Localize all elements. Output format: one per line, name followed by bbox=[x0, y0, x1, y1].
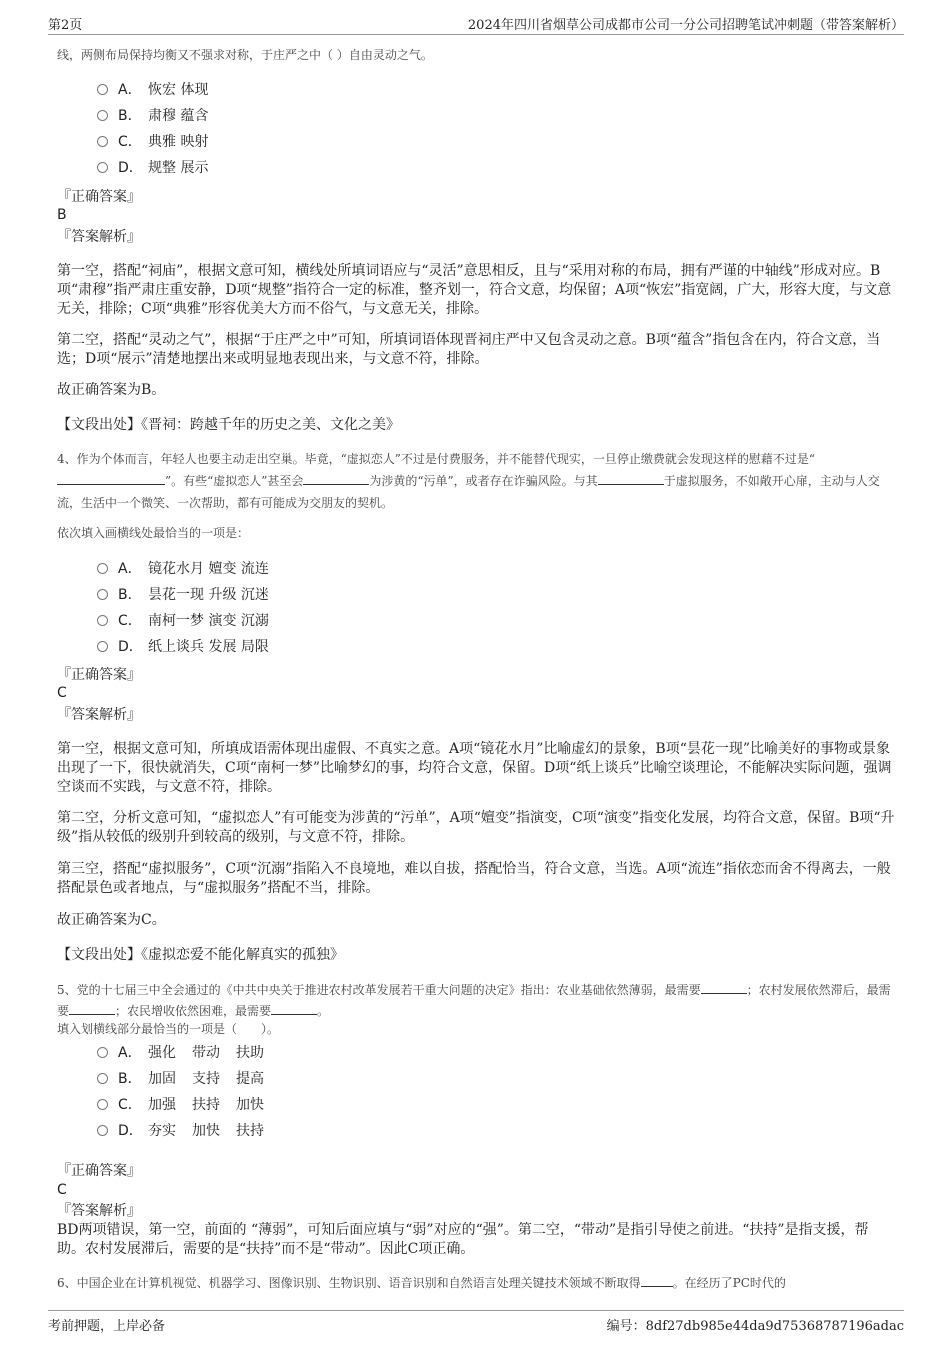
q6-stem: 6、中国企业在计算机视觉、机器学习、图像识别、生物识别、语音识别和自然语言处理关键技术领域不断取得 。在经历了PC时代的 bbox=[57, 1276, 786, 1290]
q4-option-c[interactable]: C． 南柯一梦 演变 沉溺 bbox=[97, 612, 269, 630]
q4-answer: C bbox=[57, 685, 67, 701]
q3-source: 【文段出处】《晋祠：跨越千年的历史之美、文化之美》 bbox=[57, 417, 400, 433]
blank-line bbox=[641, 1274, 673, 1287]
q3-option-a[interactable]: A． 恢宏 体现 bbox=[97, 81, 208, 99]
q5-correct-label: 『正确答案』 bbox=[57, 1163, 141, 1179]
page-header bbox=[48, 14, 904, 35]
q4-correct-label: 『正确答案』 bbox=[57, 667, 141, 683]
blank-line bbox=[303, 472, 369, 485]
q3-analysis-label: 『答案解析』 bbox=[57, 229, 141, 245]
q5-stem: 5、党的十七届三中全会通过的《中共中央关于推进农村改革发展若干重大问题的决定》指出：农业基础依然薄弱，最需要 ；农村发展依然滞后，最需要 ；农民增收依然困难，最需要 。 bbox=[57, 983, 891, 1018]
q5-option-b[interactable]: B． 加固 支持 提高 bbox=[97, 1070, 264, 1088]
q5-prompt: 填入划横线部分最恰当的一项是（ ）。 bbox=[57, 1022, 280, 1036]
q5-answer: C bbox=[57, 1182, 67, 1198]
q5-option-d[interactable]: D． 夯实 加快 扶持 bbox=[97, 1122, 264, 1140]
blank-line bbox=[69, 1002, 115, 1015]
radio-icon[interactable] bbox=[97, 641, 108, 652]
q3-analysis-2: 第二空，搭配“灵动之气”，根据“于庄严之中”可知，所填词语体现晋祠庄严中又包含灵动之意。B项“蕴含”指包含在内，符合文意，当选；D项“展示”清楚地摆出来或明显地表现出来，与文意不符，排除。 bbox=[57, 332, 881, 367]
q3-answer: B bbox=[57, 207, 67, 223]
radio-icon[interactable] bbox=[97, 110, 108, 121]
q4-option-a[interactable]: A． 镜花水月 嬗变 流连 bbox=[97, 560, 269, 578]
blank-line bbox=[598, 472, 664, 485]
radio-icon[interactable] bbox=[97, 136, 108, 147]
radio-icon[interactable] bbox=[97, 615, 108, 626]
q5-option-a[interactable]: A． 强化 带动 扶助 bbox=[97, 1044, 264, 1062]
radio-icon[interactable] bbox=[97, 1125, 108, 1136]
q4-option-b[interactable]: B． 昙花一现 升级 沉迷 bbox=[97, 586, 269, 604]
radio-icon[interactable] bbox=[97, 162, 108, 173]
q5-analysis-label: 『答案解析』 bbox=[57, 1203, 141, 1219]
blank-line bbox=[57, 472, 165, 485]
document-id: 编号：8df27db985e44da9d75368787196adac bbox=[606, 1319, 904, 1334]
radio-icon[interactable] bbox=[97, 589, 108, 600]
q3-option-c[interactable]: C． 典雅 映射 bbox=[97, 133, 208, 151]
document-title: 2024年四川省烟草公司成都市公司一分公司招聘笔试冲刺题（带答案解析） bbox=[467, 18, 904, 33]
q4-analysis-label: 『答案解析』 bbox=[57, 707, 141, 723]
q3-option-b[interactable]: B． 肃穆 蕴含 bbox=[97, 107, 208, 125]
q5-option-c[interactable]: C． 加强 扶持 加快 bbox=[97, 1096, 264, 1114]
radio-icon[interactable] bbox=[97, 1073, 108, 1084]
q3-option-d[interactable]: D． 规整 展示 bbox=[97, 159, 208, 177]
q4-stem: 4、作为个体而言，年轻人也要主动走出空巢。毕竟，“虚拟恋人”不过是付费服务，并不能替代现实，一旦停止缴费就会发现这样的慰藉不过是“”。有些“虚拟恋人”甚至会 为涉黄的“污单”，或者存在诈骗风险。与其 于虚拟服务，不如敞开心扉，主动与人交流，生活中一个微笑、一次帮助，都有可能成为交朋友的契机。 bbox=[57, 452, 880, 510]
q4-source: 【文段出处】《虚拟恋爱不能化解真实的孤独》 bbox=[57, 947, 344, 963]
q4-option-d[interactable]: D． 纸上谈兵 发展 局限 bbox=[97, 638, 269, 656]
blank-line bbox=[701, 981, 747, 994]
radio-icon[interactable] bbox=[97, 84, 108, 95]
q3-analysis-3: 故正确答案为B。 bbox=[57, 382, 166, 398]
q3-correct-label: 『正确答案』 bbox=[57, 189, 141, 205]
page-footer bbox=[48, 1310, 904, 1333]
blank-line bbox=[271, 1002, 317, 1015]
q4-analysis-1: 第一空，根据文意可知，所填成语需体现出虚假、不真实之意。A项“镜花水月”比喻虚幻的景象，B项“昙花一现”比喻美好的事物或景象出现了一下，很快就消失，C项“南柯一梦”比喻梦幻的事，均符合文意，保留。D项“纸上谈兵”比喻空谈理论，不能解决实际问题，强调空谈而不实践，与文意不符，排除。 bbox=[57, 741, 892, 795]
q3-stem-tail: 线，两侧布局保持均衡又不强求对称，于庄严之中（ ）自由灵动之气。 bbox=[57, 48, 433, 62]
q4-analysis-3: 第三空，搭配“虚拟服务”，C项“沉溺”指陷入不良境地，难以自拔，搭配恰当，符合文意，当选。A项“流连”指依恋而舍不得离去，一般搭配景色或者地点，与“虚拟服务”搭配不当，排除。 bbox=[57, 861, 891, 896]
page-number: 第2页 bbox=[48, 18, 83, 33]
footer-slogan: 考前押题，上岸必备 bbox=[48, 1319, 166, 1334]
q5-analysis: BD两项错误，第一空，前面的 “薄弱”，可知后面应填与“弱”对应的“强”。第二空，“带动”是指引导使之前进。“扶持”是指支援，帮助。农村发展滞后，需要的是“扶持”而不是“带动”。因此C项正确。 bbox=[57, 1222, 869, 1257]
q4-analysis-2: 第二空，分析文意可知，“虚拟恋人”有可能变为涉黄的“污单”，A项“嬗变”指演变，C项“演变”指变化发展，均符合文意，保留。B项“升级”指从较低的级别升到较高的级别，与文意不符，排除。 bbox=[57, 810, 895, 845]
radio-icon[interactable] bbox=[97, 1047, 108, 1058]
radio-icon[interactable] bbox=[97, 563, 108, 574]
q4-prompt: 依次填入画横线处最恰当的一项是： bbox=[57, 526, 250, 540]
q4-analysis-4: 故正确答案为C。 bbox=[57, 912, 166, 928]
q3-analysis-1: 第一空，搭配“祠庙”，根据文意可知，横线处所填词语应与“灵活”意思相反，且与“采用对称的布局，拥有严谨的中轴线”形成对应。B项“肃穆”指严肃庄重安静，D项“规整”指符合一定的标准，整齐划一，符合文意，均保留；A项“恢宏”指宽阔，广大，形容大度，与文意无关，排除；C项“典雅”形容优美大方而不俗气，与文意无关，排除。 bbox=[57, 263, 892, 317]
radio-icon[interactable] bbox=[97, 1099, 108, 1110]
